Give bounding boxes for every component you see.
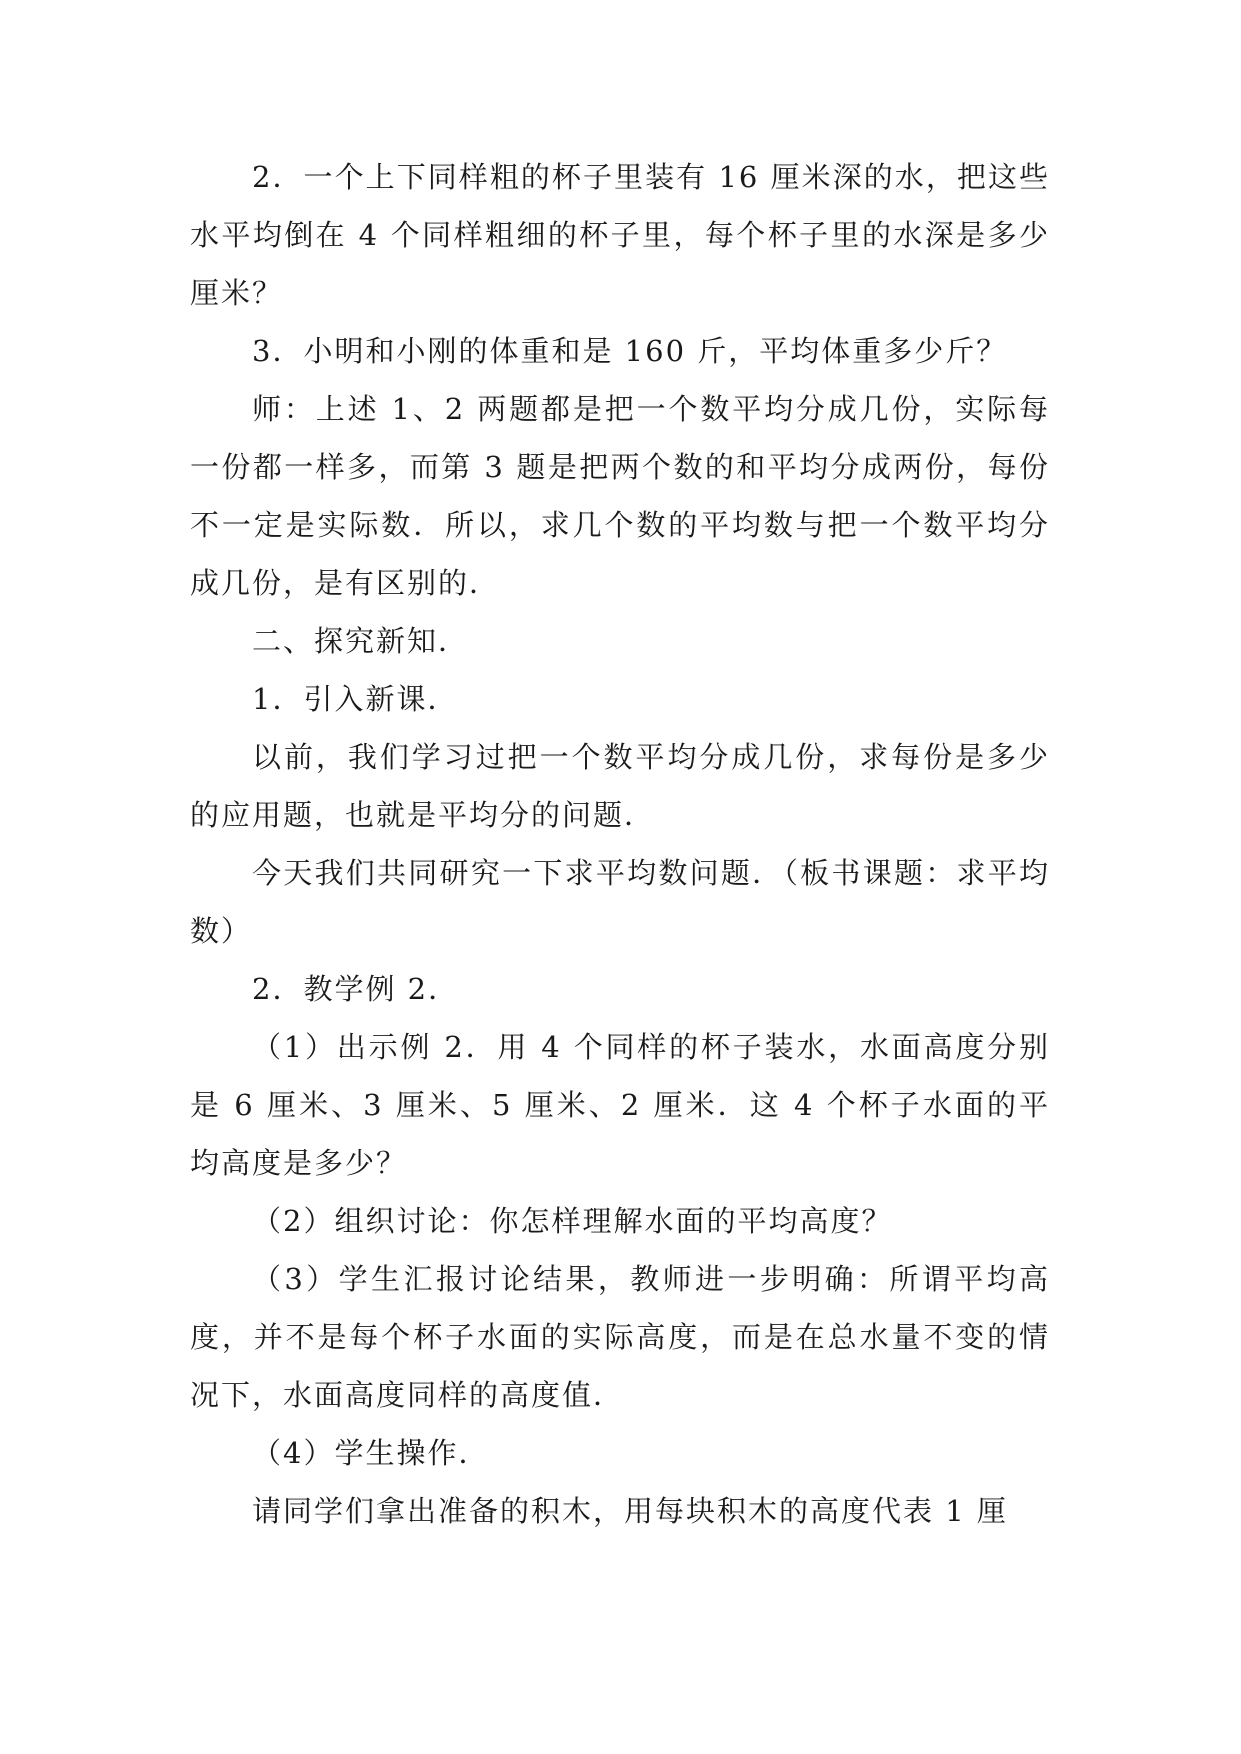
- paragraph-step-3: （3）学生汇报讨论结果，教师进一步明确：所谓平均高度，并不是每个杯子水面的实际高度，而是在总水量不变的情况下，水面高度同样的高度值．: [190, 1262, 1050, 1412]
- paragraph-problem-2: 2．一个上下同样粗的杯子里装有 16 厘米深的水，把这些水平均倒在 4 个同样粗细的杯子里，每个杯子里的水深是多少厘米？: [190, 160, 1050, 310]
- paragraph-review: 以前，我们学习过把一个数平均分成几份，求每份是多少的应用题，也就是平均分的问题．: [190, 740, 1050, 832]
- paragraph-blocks-activity: 请同学们拿出准备的积木，用每块积木的高度代表 1 厘: [252, 1494, 1008, 1528]
- section-heading-explore: 二、探究新知．: [252, 624, 470, 658]
- paragraph-problem-3: 3．小明和小刚的体重和是 160 斤，平均体重多少斤？: [252, 334, 1008, 368]
- document-body: [190, 148, 1050, 1540]
- paragraph-teacher-note: 师：上述 1、2 两题都是把一个数平均分成几份，实际每一份都一样多，而第 3 题是把两个数的和平均分成两份，每份不一定是实际数．所以，求几个数的平均数与把一个数平均分成几份，是有区别的．: [190, 392, 1050, 600]
- subheading-example-2: 2．教学例 2．: [252, 972, 460, 1006]
- paragraph-step-4: （4）学生操作．: [252, 1436, 490, 1470]
- subheading-introduce-lesson: 1．引入新课．: [252, 682, 459, 716]
- paragraph-today-topic: 今天我们共同研究一下求平均数问题．（板书课题：求平均数）: [190, 856, 1050, 948]
- paragraph-step-2: （2）组织讨论：你怎样理解水面的平均高度？: [252, 1204, 893, 1238]
- paragraph-step-1: （1）出示例 2．用 4 个同样的杯子装水，水面高度分别是 6 厘米、3 厘米、5 厘米、2 厘米．这 4 个杯子水面的平均高度是多少？: [190, 1030, 1050, 1180]
